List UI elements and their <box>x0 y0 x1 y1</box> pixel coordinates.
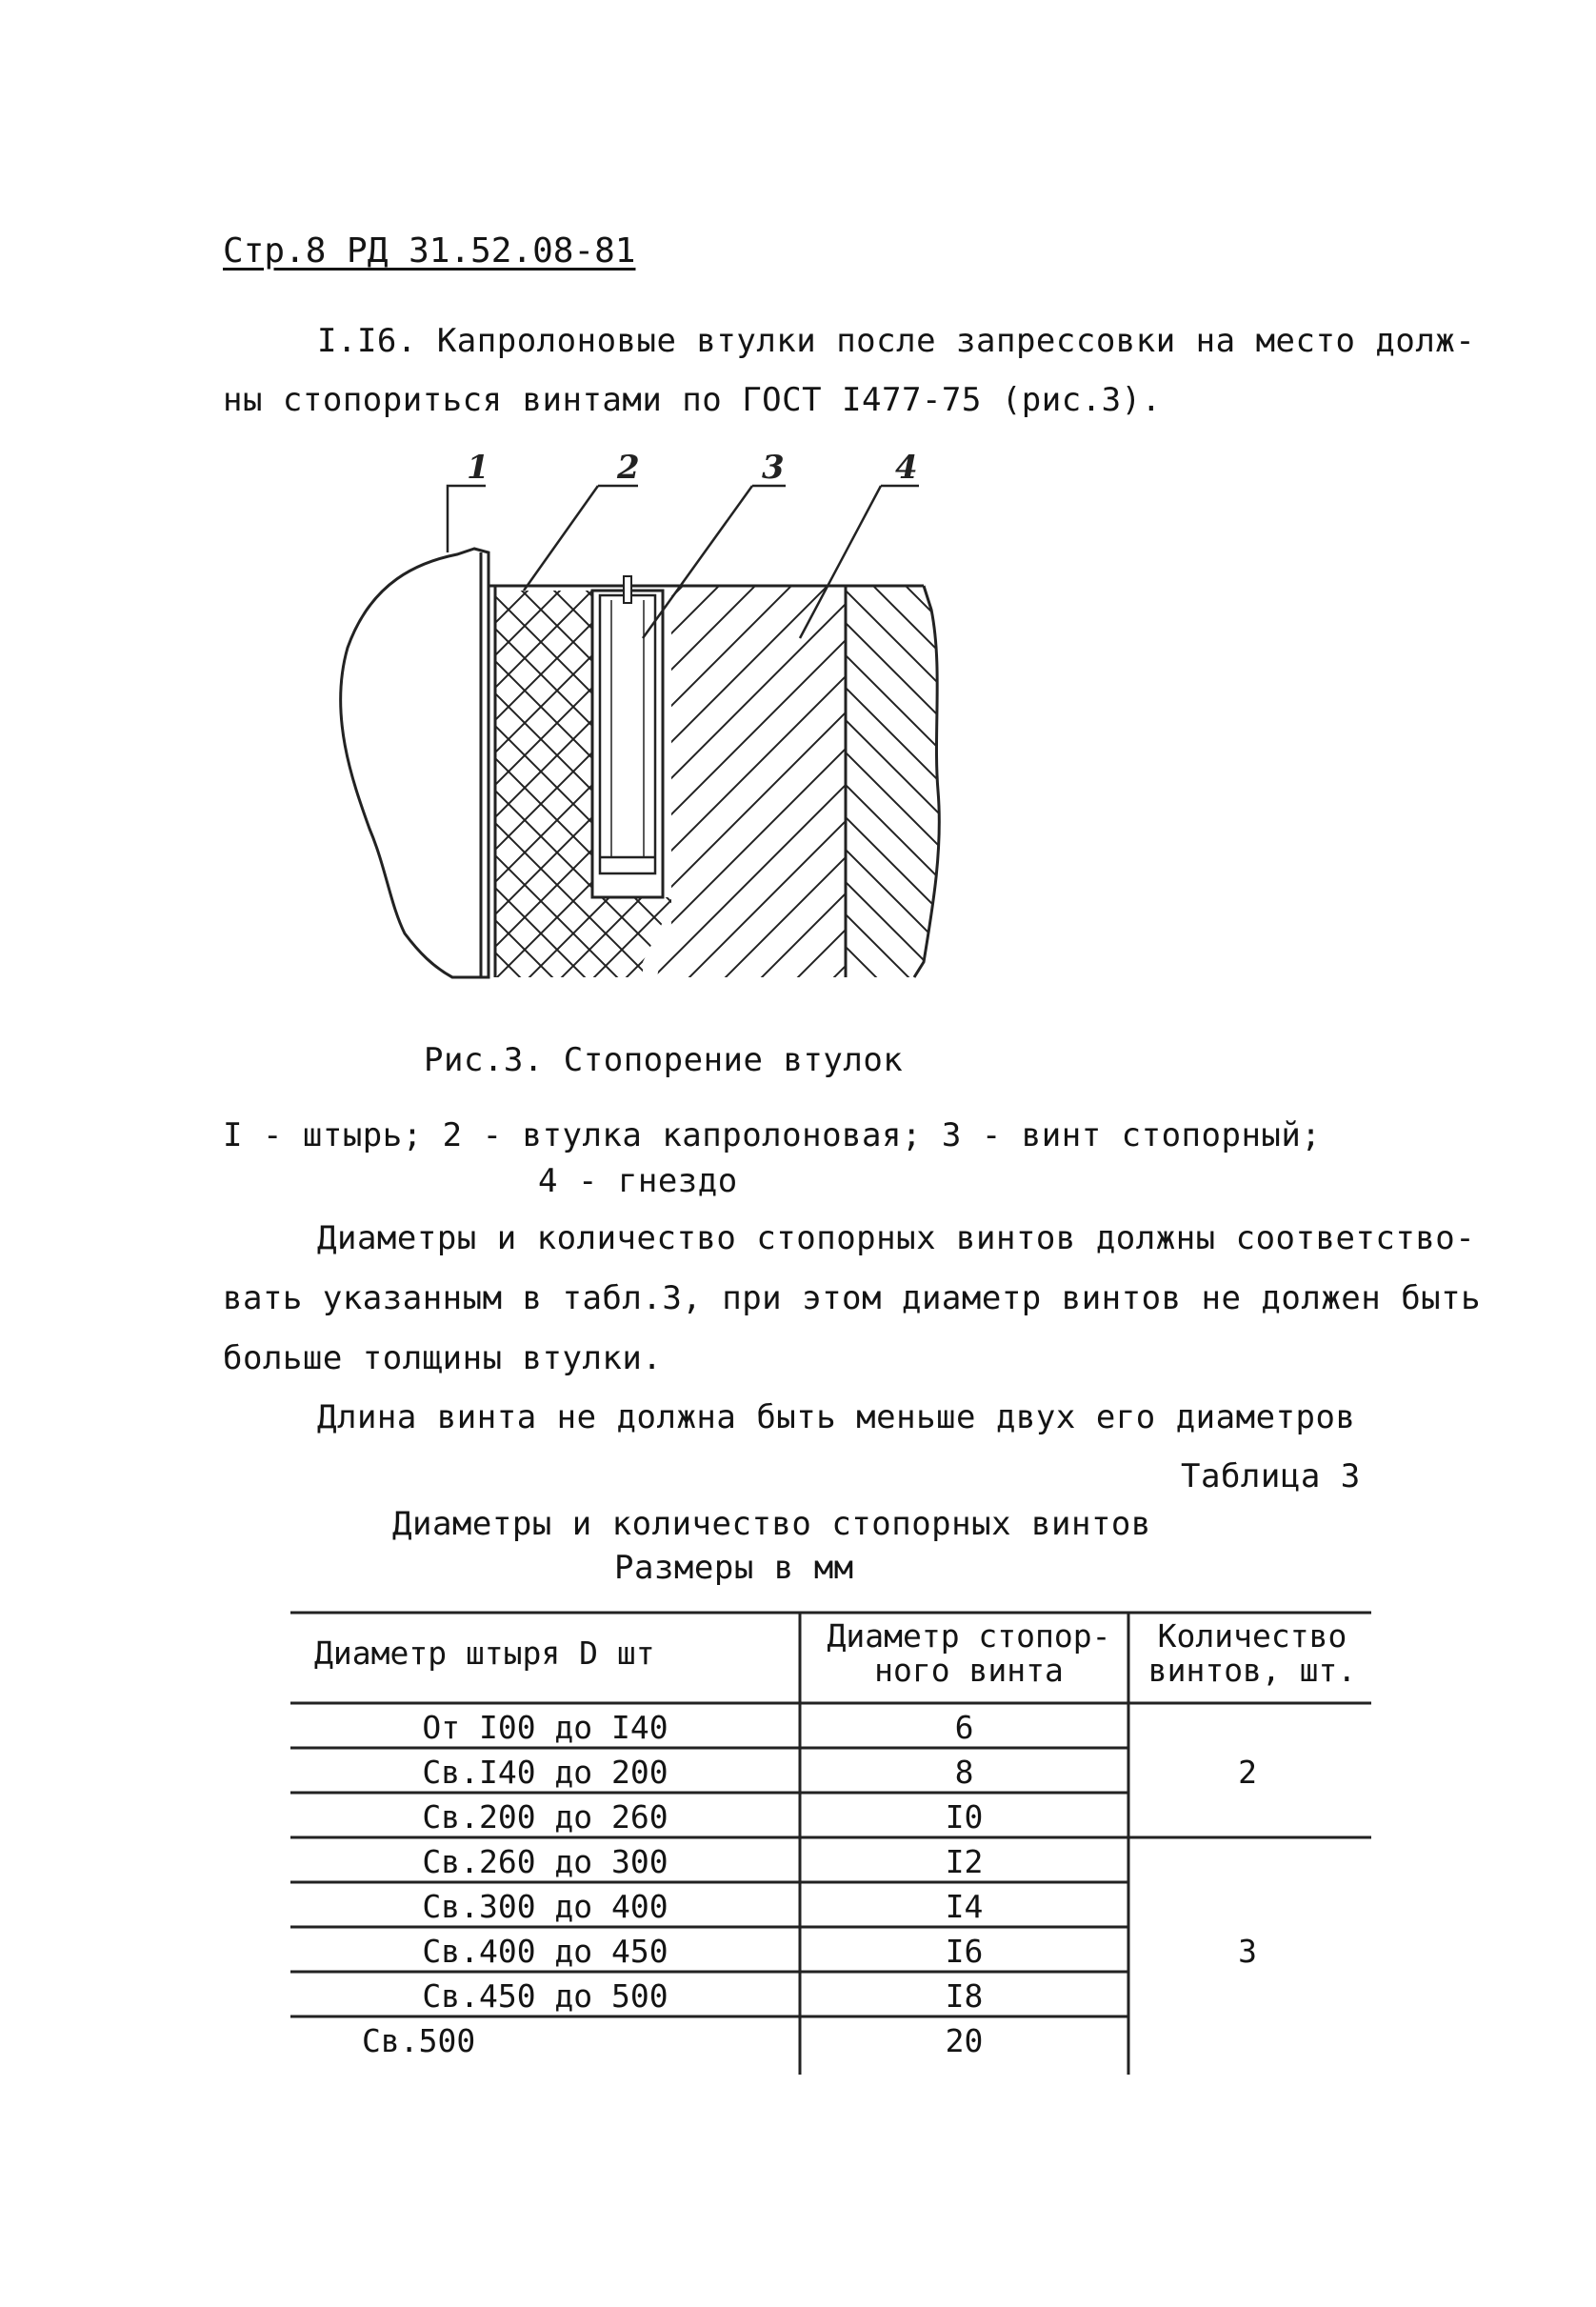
table-header-col2-line2: ного винта <box>874 1652 1064 1689</box>
figure-caption: Рис.3. Стопорение втулок <box>424 1041 904 1079</box>
figure-legend-line1: I - штырь; 2 - втулка капролоновая; 3 - винт стопорный; <box>223 1116 1322 1154</box>
callout-4: 4 <box>895 449 918 487</box>
table-count-group-1: 2 <box>1238 1754 1257 1791</box>
table-row-screw: I2 <box>945 1843 984 1880</box>
table-units: Размеры в мм <box>614 1549 854 1587</box>
table-row-screw: I6 <box>945 1933 984 1970</box>
table-row-range: От I00 до I40 <box>422 1709 668 1746</box>
table-header-col3-line2: винтов, шт. <box>1147 1652 1357 1689</box>
figure-legend-line2: 4 - гнездо <box>538 1162 738 1200</box>
body-p2: Длина винта не должна быть меньше двух его диаметров <box>317 1398 1356 1436</box>
table-header-col2-line1: Диаметр стопор- <box>827 1617 1111 1655</box>
callout-1: 1 <box>467 449 489 487</box>
table-row-range: Св.450 до 500 <box>422 1977 668 2015</box>
table-row-screw: I8 <box>945 1977 984 2015</box>
table-row-range: Св.400 до 450 <box>422 1933 668 1970</box>
table-row-range: Св.200 до 260 <box>422 1798 668 1836</box>
page-header: Стр.8 РД 31.52.08-81 <box>223 231 636 271</box>
table-header-col1: Диаметр штыря D шт <box>314 1635 655 1672</box>
table-count-group-2: 3 <box>1238 1933 1257 1970</box>
table-header-col3-line1: Количество <box>1157 1617 1347 1655</box>
body-p1-line3: больше толщины втулки. <box>223 1339 663 1377</box>
table-row-range: Св.500 <box>362 2022 476 2059</box>
table-row-range: Св.260 до 300 <box>422 1843 668 1880</box>
table-row-screw: I0 <box>945 1798 984 1836</box>
figure-3-drawing <box>314 448 962 1019</box>
body-p1-line1: Диаметры и количество стопорных винтов должны соответство- <box>317 1219 1476 1257</box>
paragraph-1-16-line1: I.I6. Капролоновые втулки после запрессовки на место долж- <box>317 322 1476 360</box>
stud-outline <box>341 549 489 977</box>
table-row-screw: 6 <box>954 1709 974 1746</box>
table-label: Таблица 3 <box>1181 1457 1361 1495</box>
table-row-range: Св.I40 до 200 <box>422 1754 668 1791</box>
table-row-screw: 8 <box>954 1754 974 1791</box>
table-row-screw: 20 <box>945 2022 984 2059</box>
callout-2: 2 <box>617 449 640 487</box>
table-row-screw: I4 <box>945 1888 984 1925</box>
callout-3: 3 <box>762 449 785 487</box>
paragraph-1-16-line2: ны стопориться винтами по ГОСТ I477-75 (рис.3). <box>223 381 1162 419</box>
table-title: Диаметры и количество стопорных винтов <box>392 1505 1151 1543</box>
table-row-range: Св.300 до 400 <box>422 1888 668 1925</box>
body-p1-line2: вать указанным в табл.3, при этом диаметр винтов не должен быть <box>223 1279 1482 1317</box>
